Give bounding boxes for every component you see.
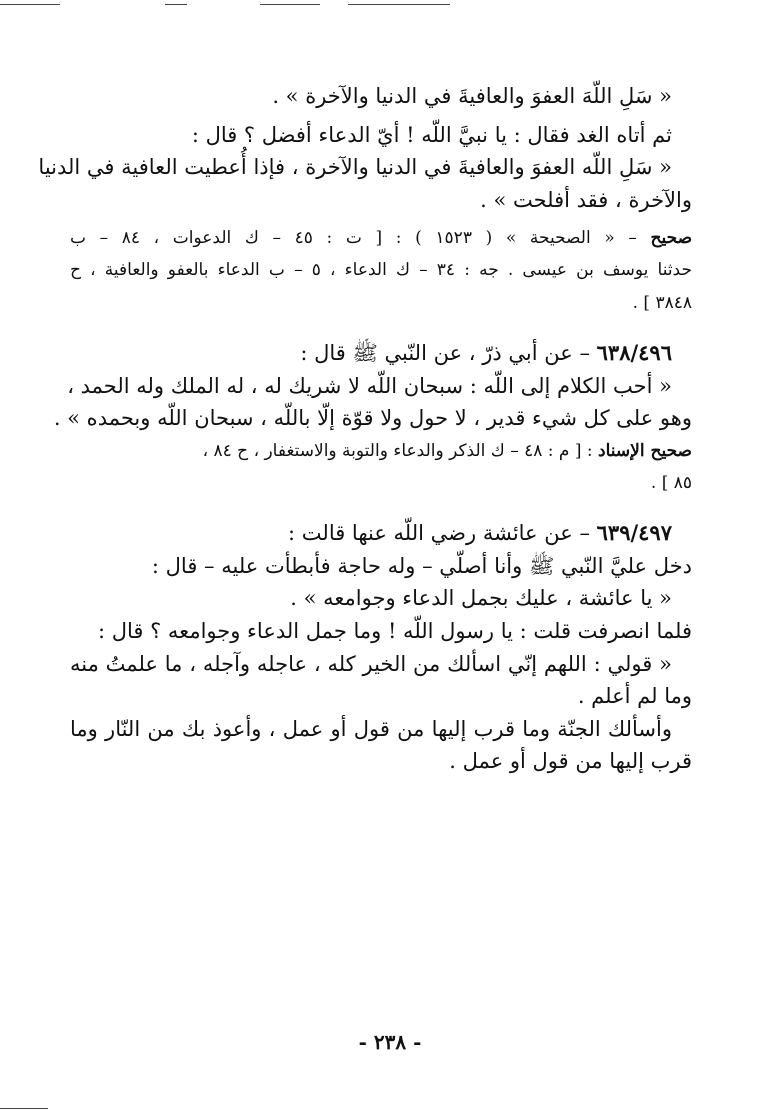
page-number: - ٢٣٨ - (358, 1030, 422, 1054)
hadith-number: ٦٣٩/٤٩٧ (596, 520, 672, 546)
scan-artifact-bottom (0, 1108, 48, 1109)
text-line: حدثنا يوسف بن عيسى . جه : ٣٤ – ك الدعاء ، ٥ – ب الدعاء بالعفو والعافية ، ح (70, 260, 692, 281)
text-line: ٣٨٤٨ ] . (632, 292, 692, 313)
hadith-header (70, 517, 692, 550)
scan-artifact-mid (165, 4, 187, 5)
hadith-narrator: – عن عائشة رضي اللّه عنها قالت : (288, 521, 597, 546)
text-line: وما لم أعلم . (577, 684, 692, 709)
takhrij-text: : [ م : ٤٨ – ك الذكر والدعاء والتوبة والاستغفار ، ح ٨٤ ، (202, 440, 599, 461)
hadith-narrator: – عن أبي ذرّ ، عن النّبي ﷺ قال : (300, 341, 597, 366)
takhrij-block (70, 435, 692, 500)
text-line: « يا عائشة ، عليك بجمل الدعاء وجوامعه » . (290, 586, 672, 611)
text-line: والآخرة ، فقد أفلحت » . (480, 187, 692, 212)
takhrij-line (70, 222, 692, 254)
takhrij-line (70, 435, 692, 467)
hadith-header (70, 337, 692, 370)
text-line: فلما انصرفت قلت : يا رسول اللّه ! وما جمل الدعاء وجوامعه ؟ قال : (97, 618, 692, 643)
text-line: وأسألك الجنّة وما قرب إليها من قول أو عمل ، وأعوذ بك من النّار وما (70, 716, 672, 741)
text-line: ٨٥ ] . (650, 473, 692, 494)
text-line: « سَلِ اللّهَ العفوَ والعافيةَ في الدنيا والآخرة » . (272, 84, 672, 108)
hadith-496 (53, 337, 692, 435)
text-line: ثم أتاه الغد فقال : يا نبيَّ اللّه ! أيّ الدعاء أفضل ؟ قال : (191, 122, 672, 147)
scan-artifact-mid2 (260, 4, 320, 5)
page-body (38, 80, 693, 778)
hadith-continuation (38, 119, 692, 217)
text-line: « قولي : اللهم إنّي اسألك من الخير كله ، عاجله وآجله ، ما علمتُ منه (70, 651, 672, 676)
text-line: دخل عليَّ النّبي ﷺ وأنا أصلّي – وله حاجة فأبطأت عليه – قال : (151, 553, 692, 578)
scan-artifact-left (0, 4, 60, 5)
takhrij-text: – « الصحيحة » ( ١٥٢٣ ) : [ ت : ٤٥ – ك الدعوات ، ٨٤ – ب (70, 228, 637, 249)
text-line: « سَلِ اللّه العفوَ والعافيةَ في الدنيا والآخرة ، فإذا أُعطيت العافية في الدنيا (38, 155, 672, 180)
hadith-number: ٦٣٨/٤٩٦ (596, 340, 672, 366)
takhrij-label: صحيح (650, 228, 693, 249)
text-line: قرب إليها من قول أو عمل . (449, 749, 692, 774)
scan-artifact-right (348, 4, 450, 5)
takhrij-label: صحيح الإسناد (598, 440, 692, 461)
text-line: وهو على كل شيء قدير ، لا حول ولا قوّة إلّا باللّه ، سبحان اللّه وبحمده » . (53, 406, 692, 431)
hadith-497 (70, 517, 692, 777)
text-line: « أحب الكلام إلى اللّه : سبحان اللّه لا شريك له ، له الملك وله الحمد ، (67, 373, 672, 398)
takhrij-block (70, 222, 692, 319)
